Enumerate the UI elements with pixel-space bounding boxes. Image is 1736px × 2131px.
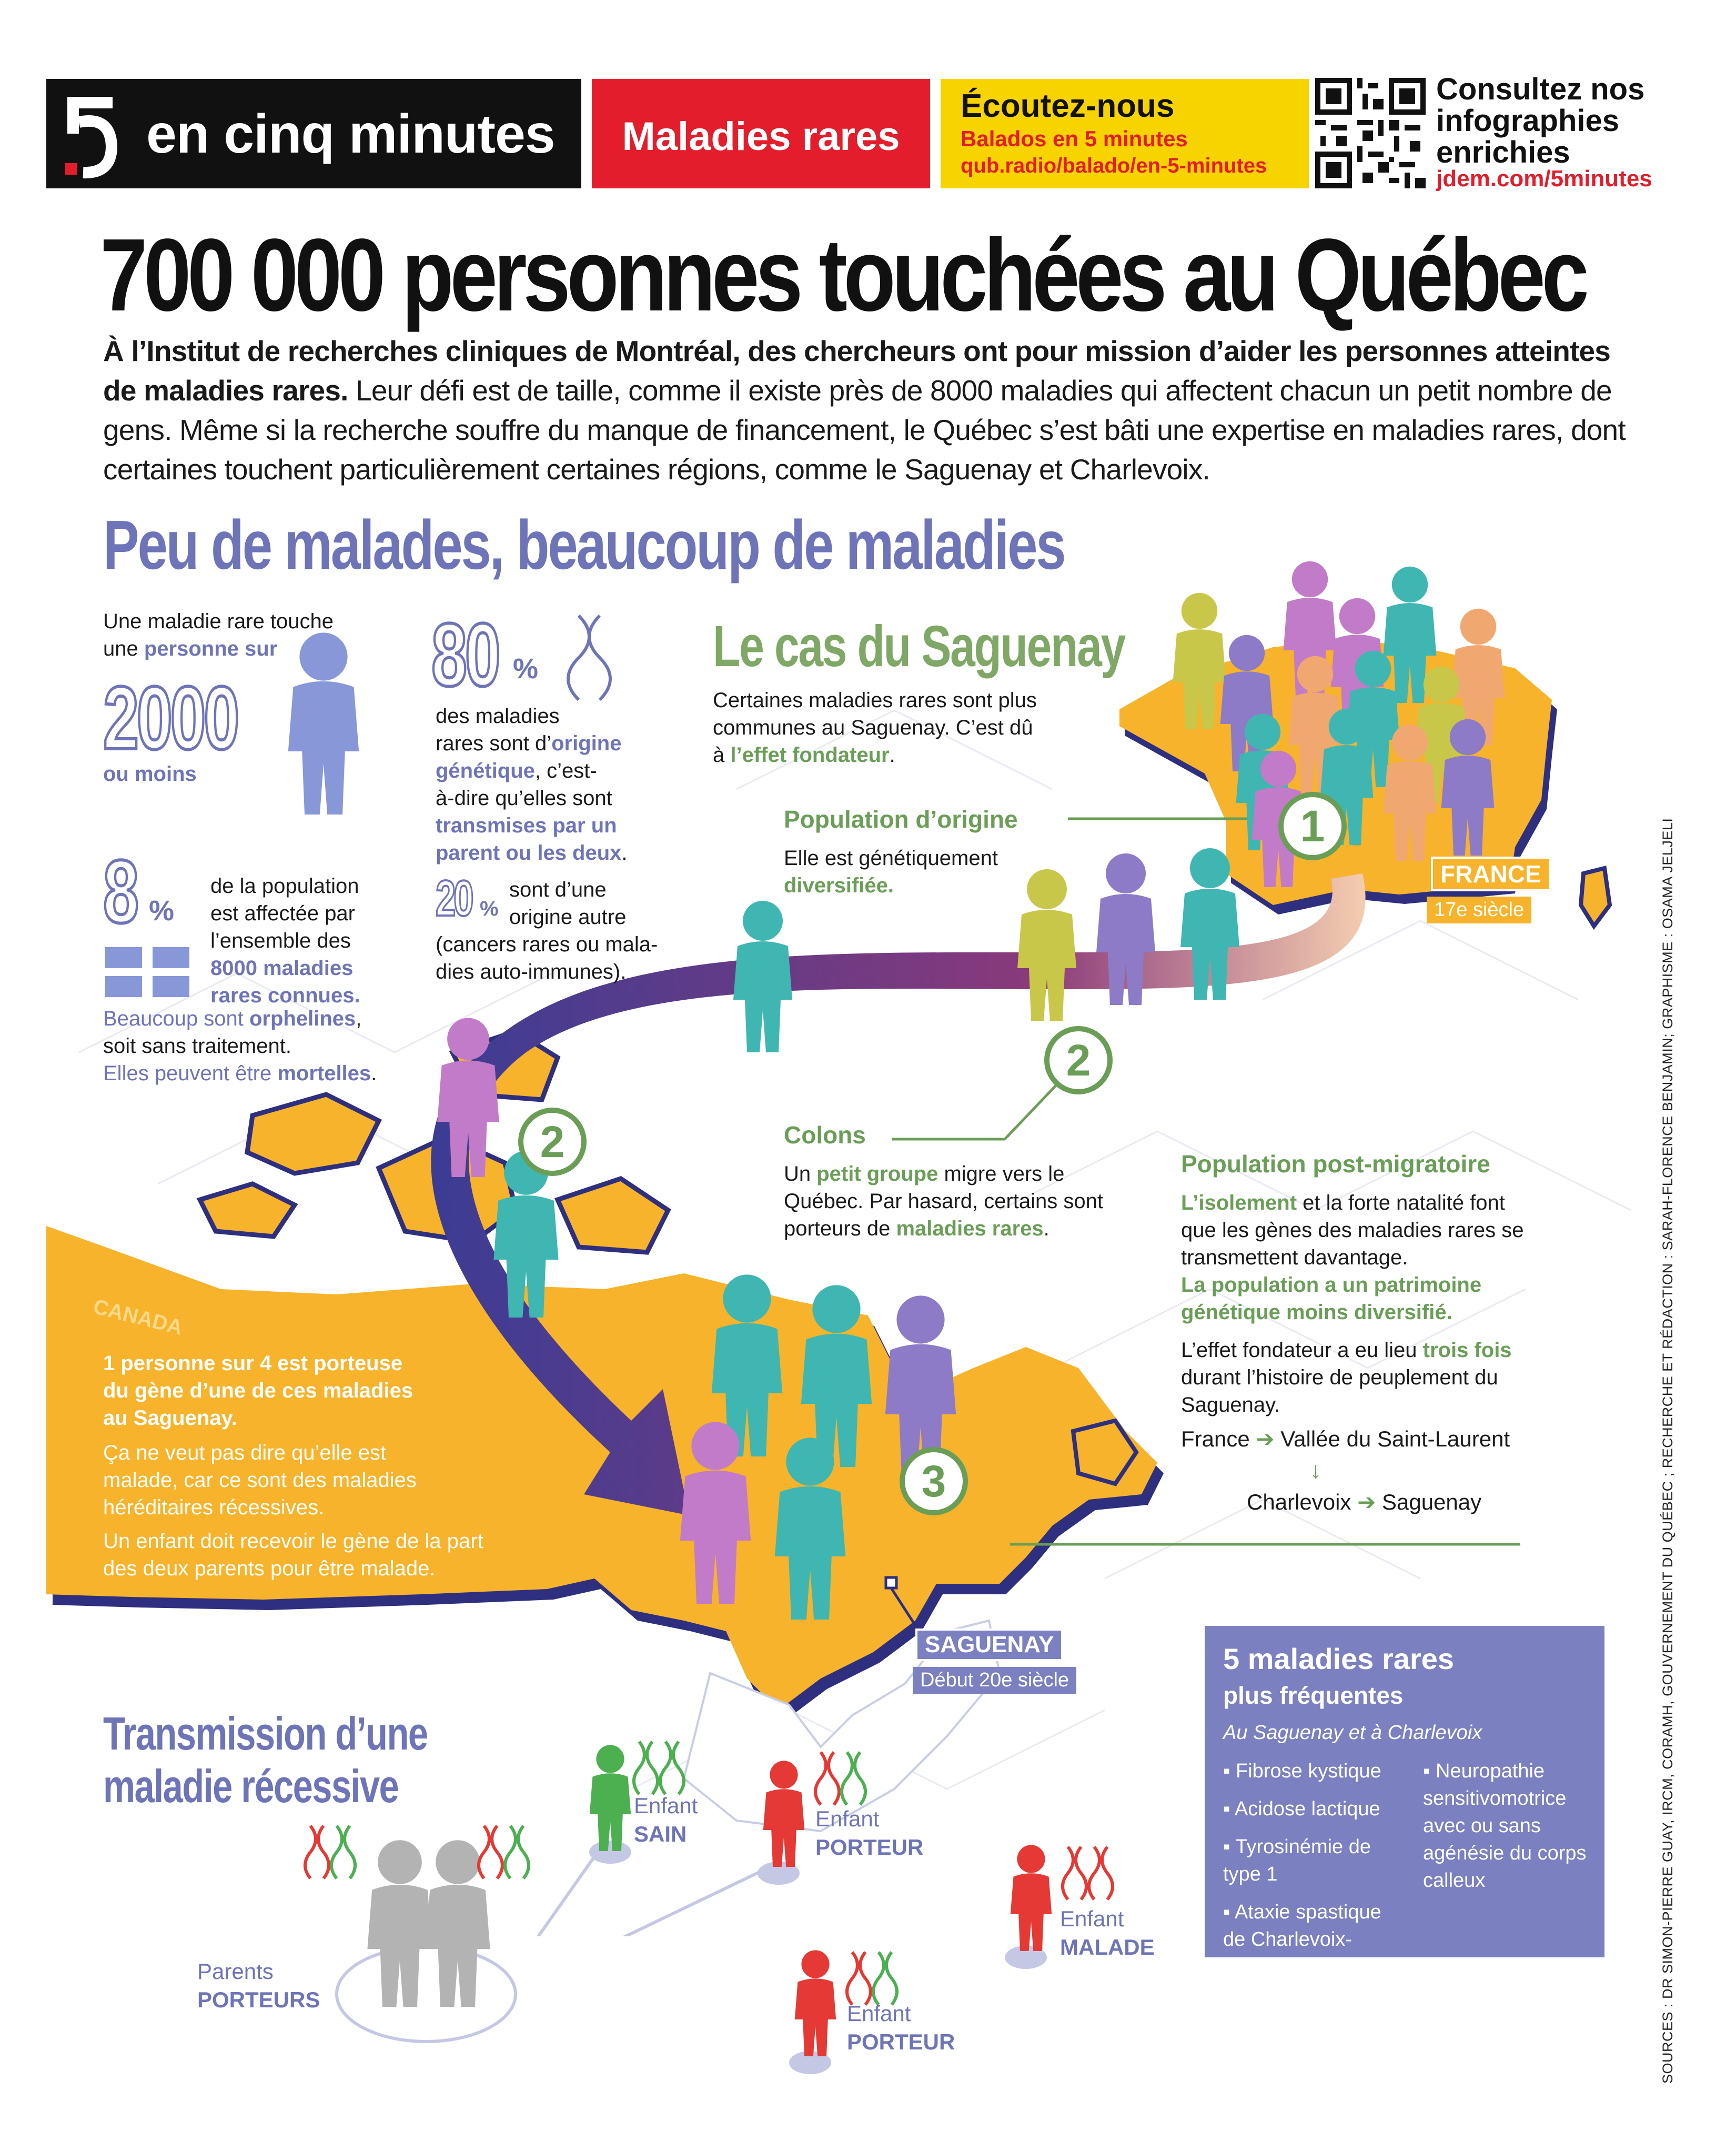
- infographics-cta: Consultez nos infographies enrichies: [1436, 72, 1645, 169]
- population-grid-icon: [105, 947, 189, 997]
- list-item: ▪ Ataxie spastique de Charlevoix-Saguenay: [1223, 1901, 1381, 1978]
- stat-other-text-2: (cancers rares ou mala- dies auto-immunes).: [436, 933, 658, 983]
- topic-label: Maladies rares: [622, 114, 900, 159]
- list-item: ▪ Tyrosinémie de type 1: [1223, 1836, 1371, 1885]
- child-healthy-label: Enfant SAIN: [634, 1793, 698, 1846]
- step2-heading: Colons: [784, 1121, 866, 1149]
- step1-heading: Population d’origine: [784, 806, 1018, 833]
- stat-person-after: ou moins: [103, 762, 197, 786]
- stat-other-text: sont d’une origine autre: [509, 878, 627, 929]
- saguenay-figures: [680, 1274, 956, 1620]
- saguenay-century: Début 20e siècle: [913, 1667, 1076, 1694]
- section-title-few-patients: Peu de malades, beaucoup de maladies: [103, 506, 1065, 584]
- box-subtitle: plus fréquentes: [1223, 1682, 1404, 1709]
- box-list-left: [1223, 1757, 1407, 1991]
- podcast-link[interactable]: qub.radio/balado/en-5-minutes: [961, 154, 1267, 177]
- brand-name: en cinq minutes: [146, 104, 555, 165]
- france-label: FRANCE: [1431, 857, 1551, 891]
- stat-other-number: 20: [436, 870, 472, 927]
- arrow-right-icon: ➔: [1357, 1490, 1376, 1514]
- carrier-highlight: 1 personne sur 4 est porteuse du gène d’une de ces maladies au Saguenay.: [103, 1352, 413, 1430]
- list-item: ▪ Neuropathie sensitivomotrice avec ou sans agénésie du corps calleux: [1423, 1760, 1587, 1892]
- saguenay-intro: Certaines maladies rares sont plus communes au Saguenay. C’est dû à l’effet fondateur.: [713, 689, 1037, 767]
- podcast-subtitle: Balados en 5 minutes: [961, 126, 1188, 151]
- step3-heading: Population post-migratoire: [1181, 1150, 1490, 1178]
- stat-population-text: de la population est affectée par l’ensemble des 8000 maladies rares connues.: [210, 874, 360, 1007]
- credits: SOURCES : DR SIMON-PIERRE GUAY, IRCM, CORAMH, GOUVERNEMENT DU QUÉBEC ; RECHERCHE ET RÉDACTION : SARAH-FLORENCE BENJAMIN; GRAPHISME : OSAMA JELJELI: [1660, 818, 1676, 2084]
- stat-genetic-pct: %: [513, 653, 539, 685]
- step3-text: L’isolement et la forte natalité font que les gènes des maladies rares se transmettent davantage. La population a un patrimoine génétique moins diversifié. L’effet fondateur a eu lieu trois fois durant l’histoire de peuplement du Saguenay.: [1181, 1191, 1524, 1416]
- stat-population-number: 8: [103, 842, 137, 942]
- list-item: ▪ Fibrose kystique: [1223, 1760, 1381, 1782]
- stat-person-text: Une maladie rare touche une personne sur: [103, 610, 334, 660]
- saguenay-label: SAGUENAY: [915, 1629, 1063, 1661]
- page-title: 700 000 personnes touchées au Québec: [100, 217, 1586, 333]
- stat-person-number: 2000: [103, 668, 238, 768]
- section-title-transmission: Transmission d’une maladie récessive: [103, 1707, 428, 1812]
- route-line-2: Charlevoix ➔ Saguenay: [1247, 1490, 1482, 1514]
- box-title: 5 maladies rares: [1223, 1642, 1454, 1675]
- child-carrier-label-1: Enfant PORTEUR: [815, 1806, 924, 1859]
- intro-paragraph: À l’Institut de recherches cliniques de Montréal, des chercheurs ont pour mission d’aider les personnes atteintes de maladies rares. Leur défi est de taille, comme il existe près de 8000 maladies qui affectent chacun un petit nombre de gens. Même si la recherche souffre du manque de financement, le Québec s’est bâti une expertise en maladies rares, dont certaines touchent particulièrement certaines régions, comme le Saguenay et Charlevoix.: [103, 335, 1626, 486]
- arrow-down-icon: ↓: [1310, 1457, 1321, 1483]
- arrow-right-icon: ➔: [1256, 1426, 1275, 1451]
- step2-text: Un petit groupe migre vers le Québec. Par hasard, certains sont porteurs de maladies rares.: [784, 1162, 1103, 1240]
- canada-map-label: CANADA: [90, 1295, 185, 1340]
- child-sick-label: Enfant MALADE: [1060, 1906, 1155, 1959]
- orphan-text: Beaucoup sont orphelines, soit sans traitement. Elles peuvent être mortelles.: [103, 1007, 377, 1085]
- section-title-saguenay: Le cas du Saguenay: [713, 614, 1125, 679]
- stat-other-pct: %: [480, 897, 499, 920]
- step-badge-2b: 2: [518, 1108, 587, 1176]
- carrier-explanation: Ça ne veut pas dire qu’elle est malade, car ce sont des maladies héréditaires récessives. Un enfant doit recevoir le gène de la part des deux parents pour être malade.: [103, 1441, 483, 1580]
- france-century: 17e siècle: [1427, 897, 1531, 923]
- step-badge-3: 3: [900, 1447, 968, 1515]
- stat-population-pct: %: [149, 895, 175, 927]
- podcast-title: Écoutez-nous: [961, 88, 1175, 124]
- stat-genetic-number: 80: [431, 605, 499, 705]
- box-list-right: [1423, 1757, 1597, 1905]
- infographics-link[interactable]: jdem.com/5minutes: [1436, 166, 1652, 192]
- parents-label: Parents PORTEURS: [197, 1959, 320, 2012]
- list-item: ▪ Acidose lactique: [1223, 1798, 1380, 1820]
- child-carrier-label-2: Enfant PORTEUR: [847, 2001, 955, 2054]
- step-badge-2a: 2: [1044, 1026, 1113, 1094]
- box-region: Au Saguenay et à Charlevoix: [1223, 1722, 1482, 1744]
- step1-text: Elle est génétiquement diversifiée.: [784, 847, 998, 897]
- step-badge-1: 1: [1278, 792, 1347, 860]
- stat-genetic-text: des maladies rares sont d’origine génétique, c’est- à-dire qu’elles sont transmises par un parent ou les deux.: [436, 705, 628, 865]
- route-line-1: France ➔ Vallée du Saint-Laurent: [1181, 1426, 1510, 1451]
